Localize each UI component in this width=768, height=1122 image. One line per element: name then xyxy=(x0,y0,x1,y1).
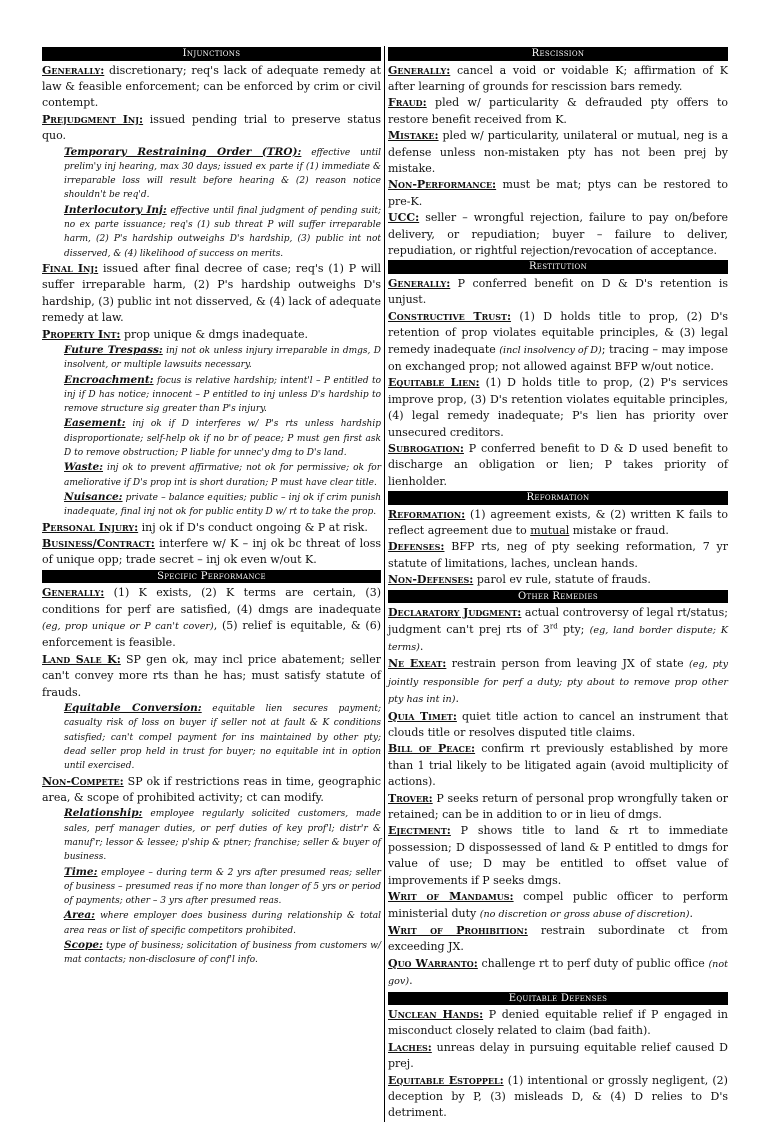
term: Waste: xyxy=(64,461,104,474)
definition: issued after final decree of case; req's (1) P will suffer irreparable harm, (2) P's hardship outweighs D's hardship, (3) public int not disserved, & (4) lack of adequate remedy at law. xyxy=(42,261,381,325)
subentry-waste xyxy=(64,460,381,490)
term: Non-Defenses: xyxy=(388,573,474,587)
definition: confirm rt previously established by more than 1 trial likely to be litigated again (avoid multiplicity of actions). xyxy=(388,742,729,789)
definition: equitable lien secures payment; casualty risk of loss on buyer if seller not at fault & K conditions satisfied; can't compel payment for ins maintained by other pty; dead seller prop held in trust for buyer; no equitable int in option until exercised. xyxy=(64,704,381,772)
definition: P seeks return of personal prop wrongfully taken or retained; can be in addition to or in lieu of dmgs. xyxy=(388,791,728,822)
subentry-nuisance xyxy=(64,490,381,520)
outline-sheet xyxy=(42,46,728,1122)
definition: must be mat; ptys can be restored to pre-K. xyxy=(388,178,728,208)
definition: actual controversy of legal rt/status; judgment can't prej rts of 3 xyxy=(388,606,728,636)
definition: SP ok if restrictions reas in time, geographic area, & scope of prohibited activity; ct can modify. xyxy=(42,774,381,804)
term: Non-Compete: xyxy=(42,774,124,788)
term: Personal Injury: xyxy=(42,520,139,534)
definition: BFP rts, neg of pty seeking reformation, 7 yr statute of limitations, laches, unclean hands. xyxy=(388,540,728,570)
term: Reformation: xyxy=(388,507,466,521)
definition: inj ok to prevent affirmative; not ok for permissive; ok for ameliorative if D's prop int is short duration; P must have clear title. xyxy=(64,463,381,488)
term: Relationship: xyxy=(64,807,143,820)
definition: challenge rt to perf duty of public office xyxy=(477,956,709,970)
section-header-restitution: Restitution xyxy=(388,260,728,274)
term: Encroachment: xyxy=(64,373,154,386)
term: Laches: xyxy=(388,1040,432,1054)
definition-cont: mistake or fraud. xyxy=(569,524,669,538)
entry-writ-of-prohibition xyxy=(388,923,728,956)
subentry-future-trespass xyxy=(64,343,381,373)
definition-cont: . xyxy=(689,906,693,920)
example-note: (no discretion or gross abuse of discretion) xyxy=(479,908,690,920)
term: Generally: xyxy=(388,276,451,290)
term: Mistake: xyxy=(388,129,439,143)
entry-rescission-generally xyxy=(388,63,728,96)
term: Defenses: xyxy=(388,540,445,554)
definition: (1) agreement exists, & (2) written K fails to reflect agreement due to xyxy=(388,507,728,538)
term: Land Sale K: xyxy=(42,652,121,666)
entry-defenses xyxy=(388,539,728,572)
term: Non-Performance: xyxy=(388,178,497,192)
entry-quia-timet xyxy=(388,709,728,742)
definition: issued pending trial to preserve status quo. xyxy=(42,112,381,143)
definition-cont: , (5) relief is equitable, & (6) enforcement is feasible. xyxy=(42,619,381,650)
term: Subrogation: xyxy=(388,441,464,455)
term: Unclean Hands: xyxy=(388,1008,484,1022)
term: Generally: xyxy=(42,63,105,77)
term: Quia Timet: xyxy=(388,709,457,723)
definition: cancel a void or voidable K; affirmation of K after learning of grounds for rescission bars remedy. xyxy=(388,63,728,93)
entry-fraud xyxy=(388,95,728,128)
term: Interlocutory Inj: xyxy=(64,203,167,216)
definition: unreas delay in pursuing equitable relief caused D prej. xyxy=(388,1040,728,1071)
entry-restitution-generally xyxy=(388,276,728,309)
example-note: (incl insolvency of D) xyxy=(499,344,602,356)
subentry-tro xyxy=(64,145,381,203)
term: Ne Exeat: xyxy=(388,657,447,671)
definition-cont: ; tracing – may impose on exchanged prop; not allowed against BFP w/out notice. xyxy=(388,342,728,373)
section-header-injunctions: Injunctions xyxy=(42,47,381,61)
subentry-scope xyxy=(64,938,381,968)
definition: quiet title action to cancel an instrument that clouds title or resolves disputed title claims. xyxy=(388,709,728,740)
entry-quo-warranto xyxy=(388,956,728,991)
definition: inj ok if D's conduct ongoing & P at risk. xyxy=(138,520,368,534)
term: Temporary Restraining Order (TRO): xyxy=(64,145,302,158)
entry-non-performance xyxy=(388,177,728,210)
left-column xyxy=(42,46,385,1122)
definition: discretionary; req's lack of adequate remedy at law & feasible enforcement; can be enforced by crim or civil contempt. xyxy=(42,63,381,110)
definition: effective until final judgment of pending suit; no ex parte issuance; req's (1) sub threat P will suffer irreparable harm, (2) P's hardship outweighs D's hardship, (3) public int not disserved, & (4) likelihood of success on merits. xyxy=(64,205,382,259)
term: Prejudgment Inj: xyxy=(42,112,144,126)
term: Generally: xyxy=(42,586,105,600)
example-note: (eg, prop unique or P can't cover) xyxy=(42,621,214,633)
section-header-reformation: Reformation xyxy=(388,491,728,505)
entry-reformation xyxy=(388,507,728,540)
right-column xyxy=(385,46,728,1122)
definition-cont: pty; xyxy=(557,622,590,636)
entry-non-compete xyxy=(42,774,381,807)
definition: compel public officer to perform ministerial duty xyxy=(388,890,729,920)
definition-cont: . xyxy=(409,974,413,988)
definition: restrain subordinate ct from exceeding JX. xyxy=(388,923,728,954)
entry-land-sale-k xyxy=(42,652,381,701)
entry-ne-exeat xyxy=(388,656,728,708)
term: Fraud: xyxy=(388,96,427,110)
section-header-specific-performance: Specific Performance xyxy=(42,570,381,584)
entry-unclean-hands xyxy=(388,1007,728,1040)
example-note: (eg, land border dispute; K terms) xyxy=(388,624,728,653)
section-header-rescission: Rescission xyxy=(388,47,728,61)
term: Final Inj: xyxy=(42,261,99,275)
subentry-interlocutory-inj xyxy=(64,203,381,261)
definition: (1) intentional or grossly negligent, (2) deception by P, (3) misleads D, & (4) D relies to D's detriment. xyxy=(388,1073,728,1120)
term: Equitable Conversion: xyxy=(64,702,202,715)
definition-cont: . xyxy=(455,692,459,706)
subentry-easement xyxy=(64,416,381,460)
definition: employee – during term & 2 yrs after presumed reas; seller of business – presumed reas if no more than longer of 5 yrs or period of payments; other – 3 yrs after presumed reas. xyxy=(64,867,381,907)
subentry-relationship xyxy=(64,806,381,864)
definition: restrain person from leaving JX of state xyxy=(446,657,690,671)
definition: private – balance equities; public – inj ok if crim punish inadequate, final inj not ok for public entity D w/ rt to take the prop. xyxy=(64,492,381,518)
section-header-equitable-defenses: Equitable Defenses xyxy=(388,992,728,1006)
entry-bill-of-peace xyxy=(388,741,728,790)
entry-constructive-trust xyxy=(388,309,728,376)
subentry-area xyxy=(64,908,381,938)
term: Scope: xyxy=(64,939,103,952)
section-header-other-remedies: Other Remedies xyxy=(388,590,728,604)
example-note: (eg, pty jointly responsible for perf a duty; pty about to remove prop other pty has int in) xyxy=(388,659,728,706)
definition: P conferred benefit on D & D's retention is unjust. xyxy=(388,276,728,307)
term: Nuisance: xyxy=(64,490,123,503)
term: Equitable Estoppel: xyxy=(388,1073,504,1087)
entry-non-defenses xyxy=(388,572,728,588)
entry-equitable-lien xyxy=(388,375,728,441)
entry-ejectment xyxy=(388,823,728,889)
term: Ejectment: xyxy=(388,824,451,838)
definition: effective until prelim'y inj hearing, max 30 days; issued ex parte if (1) immediate & irreparable loss will result before hearing & (2) reason notice shouldn't be req'd. xyxy=(64,147,381,201)
term: Future Trespass: xyxy=(64,343,163,356)
definition: P shows title to land & rt to immediate possession; D dispossessed of land & P entitled to dmgs for value of use; D may be entitled to offset value of improvements if P seeks dmgs. xyxy=(388,824,728,887)
entry-property-int xyxy=(42,327,381,343)
definition: inj not ok unless injury irreparable in dmgs, D insolvent, or multiple lawsuits necessary. xyxy=(64,345,381,371)
entry-sp-generally xyxy=(42,585,381,652)
definition: pled w/ particularity & defrauded pty offers to restore benefit received from K. xyxy=(388,96,728,126)
entry-business-contract xyxy=(42,536,381,569)
entry-mistake xyxy=(388,128,728,177)
entry-equitable-estoppel xyxy=(388,1073,728,1122)
entry-declaratory-judgment xyxy=(388,605,728,656)
underlined-word: mutual xyxy=(530,524,570,538)
entry-laches xyxy=(388,1040,728,1073)
definition: prop unique & dmgs inadequate. xyxy=(120,327,309,341)
definition: (1) D holds title to prop, (2) P's services improve prop, (3) D's retention violates equitable principles, (4) legal remedy inadequate; P's lien has priority over unsecured creditors. xyxy=(388,376,728,439)
term: Declaratory Judgment: xyxy=(388,606,522,620)
entry-prejudgment-inj xyxy=(42,112,381,145)
term: Trover: xyxy=(388,791,433,805)
entry-ucc xyxy=(388,210,728,259)
entry-generally xyxy=(42,63,381,112)
term: Business/Contract: xyxy=(42,536,155,550)
definition-end: . xyxy=(419,640,424,653)
subentry-equitable-conversion xyxy=(64,701,381,773)
entry-trover xyxy=(388,791,728,824)
definition: P conferred benefit to D & D used benefit to discharge an obligation or lien; P takes priority of lienholder. xyxy=(388,441,728,488)
definition: pled w/ particularity, unilateral or mutual, neg is a defense unless non-mistaken pty has not been prej by mistake. xyxy=(388,129,728,175)
subentry-encroachment xyxy=(64,373,381,417)
example-note: (not gov) xyxy=(388,958,728,988)
term: Writ of Mandamus: xyxy=(388,890,514,904)
term: Equitable Lien: xyxy=(388,376,480,390)
entry-writ-of-mandamus xyxy=(388,889,728,923)
term: Time: xyxy=(64,865,98,878)
definition: employee regularly solicited customers, made sales, perf manager duties, or perf duties of key prof'l; distr'r & manuf'r; lessor & lessee; p'ship & ptner; franchise; seller & buyer of business. xyxy=(64,809,381,863)
term: Generally: xyxy=(388,63,451,77)
entry-subrogation xyxy=(388,441,728,490)
definition: type of business; solicitation of business from customers w/ mat contacts; non-disclosure of conf'l info. xyxy=(64,941,381,966)
term: Quo Warranto: xyxy=(388,956,478,970)
definition: (1) D holds title to prop, (2) D's retention of prop violates equitable principles, & (3) legal remedy inadequate xyxy=(388,309,728,356)
term: Property Int: xyxy=(42,327,121,341)
term: Easement: xyxy=(64,417,126,430)
term: Constructive Trust: xyxy=(388,309,512,323)
definition: inj ok if D interferes w/ P's rts unless hardship disproportionate; self-help ok if no br of peace; P must gen first ask D to remove obstruction; P liable for unnec'y dmg to D's land. xyxy=(64,419,381,459)
term: UCC: xyxy=(388,211,420,225)
definition: seller – wrongful rejection, failure to pay on/before delivery, or repudiation; buyer – failure to deliver, repudiation, or rightful rejection/revocation of acceptance. xyxy=(388,211,728,257)
definition: parol ev rule, statute of frauds. xyxy=(473,573,651,587)
subentry-time xyxy=(64,865,381,909)
term: Area: xyxy=(64,909,96,922)
definition: (1) K exists, (2) K terms are certain, (3) conditions for perf are satisfied, (4) dmgs are inadequate xyxy=(42,586,381,616)
definition: SP gen ok, may incl price abatement; seller can't convey more rts than he has; must satisfy statute of frauds. xyxy=(42,652,381,699)
entry-final-inj xyxy=(42,261,381,327)
term: Writ of Prohibition: xyxy=(388,923,528,937)
term: Bill of Peace: xyxy=(388,742,476,756)
superscript: rd xyxy=(549,621,558,630)
definition: where employer does business during relationship & total area reas or list of specific competitors prohibited. xyxy=(64,911,381,936)
definition: P denied equitable relief if P engaged in misconduct closely related to claim (bad faith). xyxy=(388,1008,728,1038)
definition: interfere w/ K – inj ok bc threat of loss of unique opp; trade secret – inj ok even w/out K. xyxy=(42,536,381,567)
definition: focus is relative hardship; intent'l – P entitled to inj if D has notice; innocent – P entitled to inj unless D's hardship to remove structure sig greater than P's injury. xyxy=(64,375,381,415)
entry-personal-injury xyxy=(42,520,381,536)
